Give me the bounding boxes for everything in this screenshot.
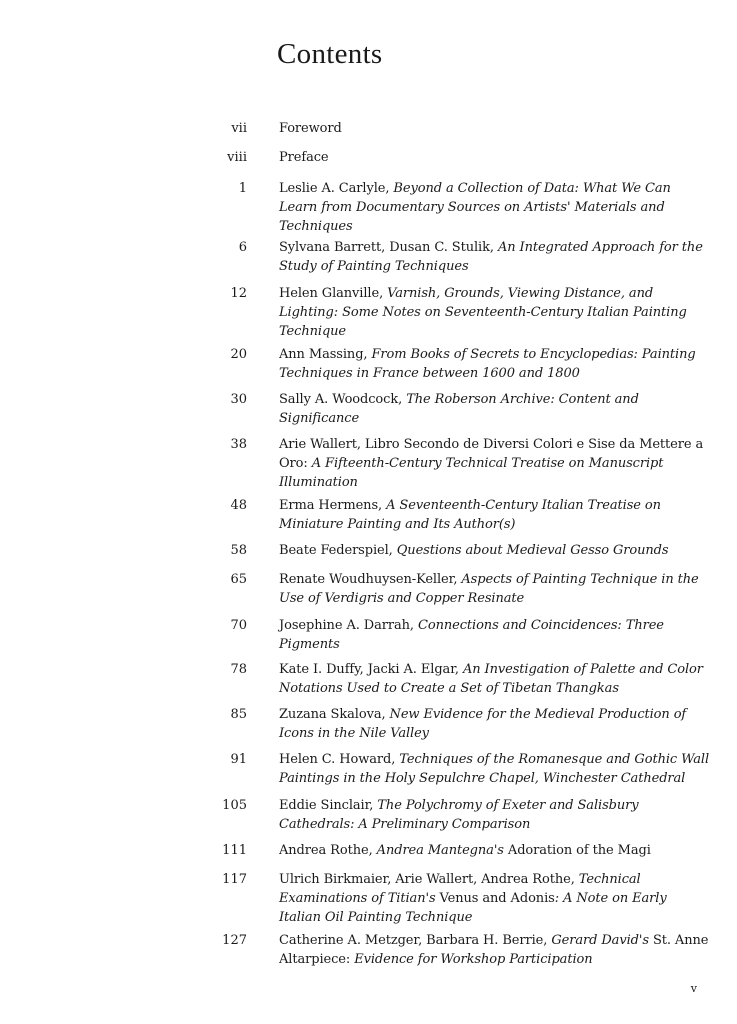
toc-text-part: Andrea Rothe, [279, 843, 377, 858]
toc-page-number: 70 [230, 618, 247, 633]
toc-entry-text [279, 390, 709, 428]
toc-entry-text [279, 238, 709, 276]
toc-entry-text [279, 284, 709, 341]
toc-page-number: 111 [222, 843, 247, 858]
toc-page-number: 38 [230, 437, 247, 452]
toc-text-part: Catherine A. Metzger, Barbara H. Berrie, [279, 933, 552, 948]
toc-page-number: 65 [230, 572, 247, 587]
toc-title-part: An Integrated Approach for the Study of Painting Techniques [279, 240, 703, 274]
toc-text-part: Sally A. Woodcock, [279, 392, 407, 407]
toc-title-part: Andrea Mantegna's [376, 843, 508, 858]
toc-title-part: From Books of Secrets to Encyclopedias: Painting Techniques in France between 1600 and 1800 [279, 347, 696, 381]
toc-entry-text [279, 435, 709, 492]
toc-text-part: Helen Glanville, [279, 286, 388, 301]
toc-text-part: St. Anne Altarpiece [279, 933, 709, 967]
toc-page-number: 105 [222, 798, 247, 813]
toc-entry-text [279, 750, 709, 788]
toc-entry-text [279, 931, 709, 969]
toc-title-part: The Roberson Archive: Content and Significance [279, 392, 639, 426]
toc-page-number: 1 [238, 181, 247, 196]
toc-page-number: 117 [222, 872, 247, 887]
toc-entry-text [279, 870, 709, 927]
toc-title-part: Questions about Medieval Gesso Grounds [396, 543, 669, 558]
toc-text-part: Foreword [279, 121, 342, 136]
toc-text-part: Arie Wallert, Libro Secondo de Diversi Colori e Sise da Mettere a Oro: [279, 437, 704, 471]
toc-page-number: vii [231, 121, 247, 136]
toc-entry-text [279, 496, 709, 534]
toc-title-part: Aspects of Painting Technique in the Use of Verdigris and Copper Resinate [279, 572, 699, 606]
toc-page-number: 6 [238, 240, 247, 255]
toc-text-part: Eddie Sinclair, [279, 798, 378, 813]
toc-title-part: A Seventeenth-Century Italian Treatise on Miniature Painting and Its Author(s) [279, 498, 661, 532]
toc-entry-text [279, 796, 709, 834]
toc-entry-text [279, 841, 709, 860]
toc-title-part: Techniques of the Romanesque and Gothic Wall Paintings in the Holy Sepulchre Chapel, Winchester Cathedral [279, 752, 710, 786]
toc-title-part: New Evidence for the Medieval Production of Icons in the Nile Valley [279, 707, 687, 741]
toc-title-part: A Fifteenth-Century Technical Treatise on Manuscript Illumination [279, 456, 664, 490]
toc-entry-text [279, 345, 709, 383]
toc-entry-text [279, 660, 709, 698]
toc-title-part: Connections and Coincidences: Three Pigments [279, 618, 664, 652]
toc-page-number: 58 [230, 543, 247, 558]
toc-title-part: Beyond a Collection of Data: What We Can Learn from Documentary Sources on Artists' Materials and Techniques [279, 181, 671, 234]
toc-entry-text [279, 119, 709, 138]
toc-title-part: The Polychromy of Exeter and Salisbury Cathedrals: A Preliminary Comparison [279, 798, 639, 832]
toc-text-part: Zuzana Skalova, [279, 707, 390, 722]
toc-text-part: Kate I. Duffy, Jacki A. Elgar, [279, 662, 463, 677]
toc-text-part: Preface [279, 150, 329, 165]
toc-page-number: 30 [230, 392, 247, 407]
toc-text-part: Josephine A. Darrah, [279, 618, 418, 633]
toc-page-number: 91 [230, 752, 247, 767]
toc-page-number: 12 [230, 286, 247, 301]
toc-text-part: Renate Woudhuysen-Keller, [279, 572, 462, 587]
toc-title-part: Gerard David's [551, 933, 653, 948]
toc-text-part: Beate Federspiel, [279, 543, 397, 558]
toc-text-part: Adoration of the Magi [507, 843, 651, 858]
toc-entry-text [279, 541, 709, 560]
toc-page-number: 127 [222, 933, 247, 948]
toc-page-number: 20 [230, 347, 247, 362]
toc-title-part: Technical Examinations of Titian's [279, 872, 641, 906]
toc-text-part: Ulrich Birkmaier, Arie Wallert, Andrea Rothe, [279, 872, 579, 887]
toc-page-number: viii [227, 150, 247, 165]
toc-text-part: Ann Massing, [279, 347, 372, 362]
toc-text-part: Erma Hermens, [279, 498, 387, 513]
toc-title-part: Varnish, Grounds, Viewing Distance, and Lighting: Some Notes on Seventeenth-Century Italian Painting Technique [279, 286, 687, 339]
toc-title-part: Evidence for Workshop Participation [354, 952, 593, 967]
toc-text-part: Sylvana Barrett, Dusan C. Stulik, [279, 240, 498, 255]
toc-entry-text [279, 570, 709, 608]
toc-text-part: Leslie A. Carlyle, [279, 181, 394, 196]
toc-title-part: : A Note on Early Italian Oil Painting Technique [279, 891, 667, 925]
page-folio: v [690, 982, 697, 995]
toc-entry-text [279, 148, 709, 167]
toc-entry-text [279, 179, 709, 236]
toc-entry-text [279, 616, 709, 654]
toc-entry-text [279, 705, 709, 743]
toc-page-number: 78 [230, 662, 247, 677]
toc-text-part: Helen C. Howard, [279, 752, 400, 767]
toc-page-number: 85 [230, 707, 247, 722]
toc-title-part: An Investigation of Palette and Color Notations Used to Create a Set of Tibetan Thangkas [279, 662, 703, 696]
toc-text-part: Venus and Adonis [439, 891, 555, 906]
toc-page-number: 48 [230, 498, 247, 513]
page-title: Contents [277, 38, 383, 70]
toc-text-part: : [345, 952, 355, 967]
